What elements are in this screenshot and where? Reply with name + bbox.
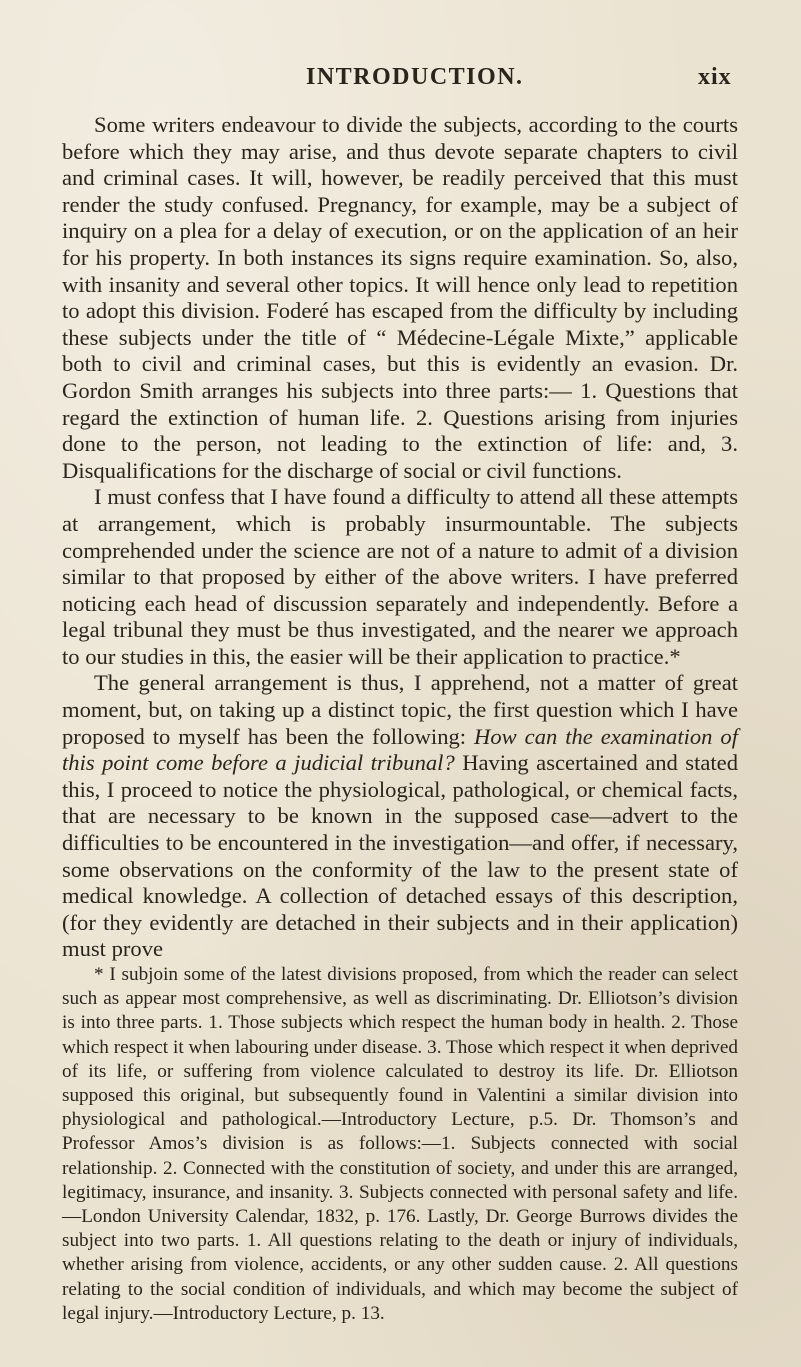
paragraph bbox=[62, 670, 738, 963]
running-title: INTRODUCTION. bbox=[306, 64, 524, 90]
paragraph: Some writers endeavour to divide the subjects, according to the courts before which they may arise, and thus devote separate chapters to civil and criminal cases. It will, however, be readily perceived that this must render the study confused. Pregnancy, for example, may be a subject of inquiry on a plea for a delay of execution, or on the application of an heir for his property. In both instances its signs require examination. So, also, with insanity and several other topics. It will hence only lead to repetition to adopt this division. Foderé has escaped from the difficulty by including these subjects under the title of “ Médecine-Légale Mixte,” applicable both to civil and criminal cases, but this is evidently an evasion. Dr. Gordon Smith arranges his subjects into three parts:— 1. Questions that regard the extinction of human life. 2. Questions arising from injuries done to the person, not leading to the extinction of life: and, 3. Disqualifications for the discharge of social or civil functions. bbox=[62, 112, 738, 483]
paragraph: I must confess that I have found a difficulty to attend all these attempts at arrangement, which is probably insurmountable. The subjects comprehended under the science are not of a nature to admit of a division similar to that proposed by either of the above writers. I have preferred noticing each head of discussion separately and independently. Before a legal tribunal they must be thus investigated, and the nearer we approach to our studies in this, the easier will be their application to practice.* bbox=[62, 484, 738, 669]
paragraph-text: Having ascertained and stated this, I proceed to notice the physiological, pathological, or chemical facts, that are necessary to be known in the supposed case—advert to the difficulties to be encountered in the investigation—and offer, if necessary, some observations on the conformity of the law to the present state of medical knowledge. A collection of detached essays of this description, (for they evidently are detached in their subjects and in their application) must prove bbox=[62, 750, 738, 962]
page-number: xix bbox=[698, 64, 732, 90]
paragraph-text: The general arrangement is thus, I apprehend, not a matter of great moment, but, on taking up a distinct topic, the first question which I have proposed to myself has been the following: bbox=[62, 670, 738, 749]
footnote-text: * I subjoin some of the latest divisions proposed, from which the reader can select such as appear most comprehensive, as well as discriminating. Dr. Elliotson’s division is into three parts. 1. Those subjects which respect the human body in health. 2. Those which respect it when labouring under disease. 3. Those which respect it when deprived of its life, or suffering from violence calculated to destroy its life. Dr. Elliotson supposed this original, but subsequently found in Valentini a similar division into physiological and pathological.—Introductory Lecture, p.5. Dr. Thomson’s and Professor Amos’s division is as follows:—1. Subjects connected with social relationship. 2. Connected with the constitution of society, and under this are arranged, legitimacy, insurance, and insanity. 3. Subjects connected with personal safety and life.—London University Calendar, 1832, p. 176. Lastly, Dr. George Burrows divides the subject into two parts. 1. All questions relating to the death or injury of individuals, whether arising from violence, accidents, or any other sudden cause. 2. All questions relating to the social condition of individuals, and which may become the subject of legal injury.—Introductory Lecture, p. 13. bbox=[62, 964, 738, 1324]
footnote bbox=[62, 963, 738, 1326]
main-text bbox=[62, 112, 738, 963]
italic-question: How can the examination of this point come before a judicial tribunal? bbox=[62, 723, 738, 776]
page-header bbox=[0, 64, 801, 94]
